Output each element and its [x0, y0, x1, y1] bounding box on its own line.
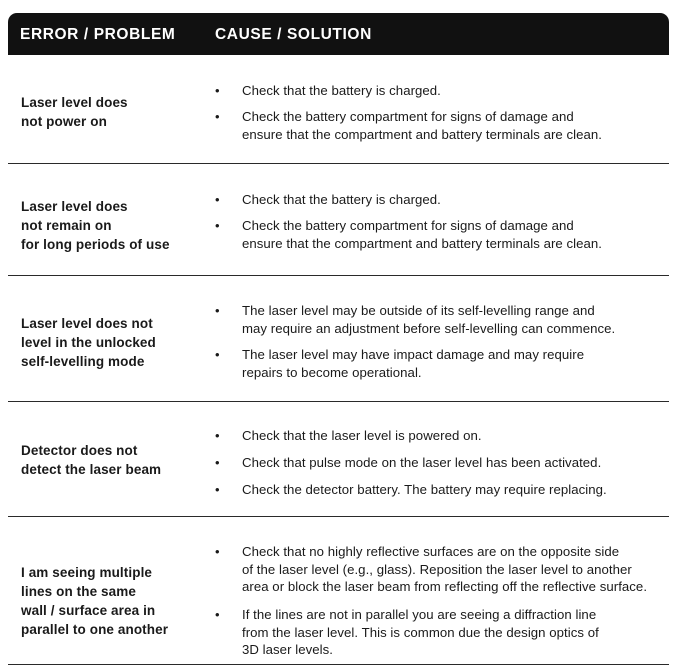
- problem-line: parallel to one another: [21, 622, 169, 637]
- bullet-icon: •: [215, 607, 220, 622]
- bullet-icon: •: [215, 455, 220, 470]
- solution-line: 3D laser levels.: [242, 642, 333, 657]
- table-header: [8, 13, 669, 55]
- header-error-problem: ERROR / PROBLEM: [20, 26, 176, 43]
- header-cause-solution: CAUSE / SOLUTION: [215, 26, 372, 43]
- solution-line: area or block the laser beam from reflecting off the reflective surface.: [242, 579, 648, 594]
- table-row: [8, 276, 669, 402]
- solution-line: Check that the battery is charged.: [242, 192, 441, 207]
- problem-cell: [21, 314, 156, 371]
- problem-cell: [21, 441, 161, 479]
- solution-line: repairs to become operational.: [242, 364, 422, 380]
- bullet-icon: •: [215, 109, 220, 124]
- problem-line: for long periods of use: [21, 237, 170, 252]
- problem-line: Detector does not: [21, 443, 138, 458]
- solution-item: [215, 217, 602, 252]
- problem-cell: [21, 93, 128, 131]
- bullet-icon: •: [215, 303, 220, 318]
- problem-line: I am seeing multiple: [21, 565, 153, 580]
- bullet-icon: •: [215, 192, 220, 207]
- bullet-icon: •: [215, 428, 220, 443]
- solution-line: Check the battery compartment for signs of damage and: [242, 218, 574, 233]
- problem-line: Laser level does not: [21, 316, 153, 331]
- problem-line: wall / surface area in: [21, 603, 156, 618]
- solution-line: Check the battery compartment for signs of damage and: [242, 109, 574, 124]
- problem-line: lines on the same: [21, 584, 136, 599]
- bullet-icon: •: [215, 544, 220, 559]
- solution-line: Check that the laser level is powered on.: [242, 428, 482, 443]
- solution-line: The laser level may be outside of its self-levelling range and: [242, 303, 595, 318]
- bullet-icon: •: [215, 482, 220, 497]
- solution-item: [215, 427, 482, 445]
- bullet-icon: •: [215, 218, 220, 233]
- problem-cell: [21, 197, 170, 254]
- solution-item: [215, 606, 599, 659]
- table-row: [8, 402, 669, 517]
- problem-line: level in the unlocked: [21, 335, 156, 350]
- solution-item: [215, 302, 615, 337]
- bullet-icon: •: [215, 83, 220, 98]
- table-row: [8, 517, 669, 665]
- problem-line: detect the laser beam: [21, 462, 162, 477]
- solution-line: If the lines are not in parallel you are seeing a diffraction line: [242, 607, 597, 622]
- solution-item: [215, 108, 602, 143]
- troubleshooting-table: [8, 13, 669, 665]
- table-body: [8, 55, 669, 665]
- solution-line: may require an adjustment before self-levelling can commence.: [242, 320, 616, 336]
- problem-line: self-levelling mode: [21, 354, 145, 369]
- solution-item: [215, 82, 441, 100]
- problem-cell: [21, 563, 168, 639]
- problem-line: not remain on: [21, 218, 112, 233]
- problem-line: Laser level does: [21, 199, 128, 214]
- solution-item: [215, 346, 584, 381]
- solution-line: ensure that the compartment and battery terminals are clean.: [242, 126, 602, 142]
- solution-line: Check that the battery is charged.: [242, 83, 441, 98]
- solution-line: from the laser level. This is common due the design optics of: [242, 624, 599, 640]
- solution-line: Check that pulse mode on the laser level has been activated.: [242, 455, 602, 470]
- solution-line: ensure that the compartment and battery terminals are clean.: [242, 235, 602, 251]
- solution-item: [215, 454, 601, 472]
- solution-line: of the laser level (e.g., glass). Reposition the laser level to another: [242, 561, 632, 577]
- problem-line: Laser level does: [21, 95, 128, 110]
- solution-item: [215, 481, 607, 499]
- bullet-icon: •: [215, 347, 220, 362]
- table-row: [8, 164, 669, 276]
- solution-line: Check the detector battery. The battery may require replacing.: [242, 482, 607, 497]
- solution-item: [215, 543, 647, 596]
- solution-item: [215, 191, 441, 209]
- problem-line: not power on: [21, 114, 107, 129]
- table-row: [8, 55, 669, 164]
- solution-line: Check that no highly reflective surfaces are on the opposite side: [242, 544, 620, 559]
- solution-line: The laser level may have impact damage and may require: [242, 347, 585, 362]
